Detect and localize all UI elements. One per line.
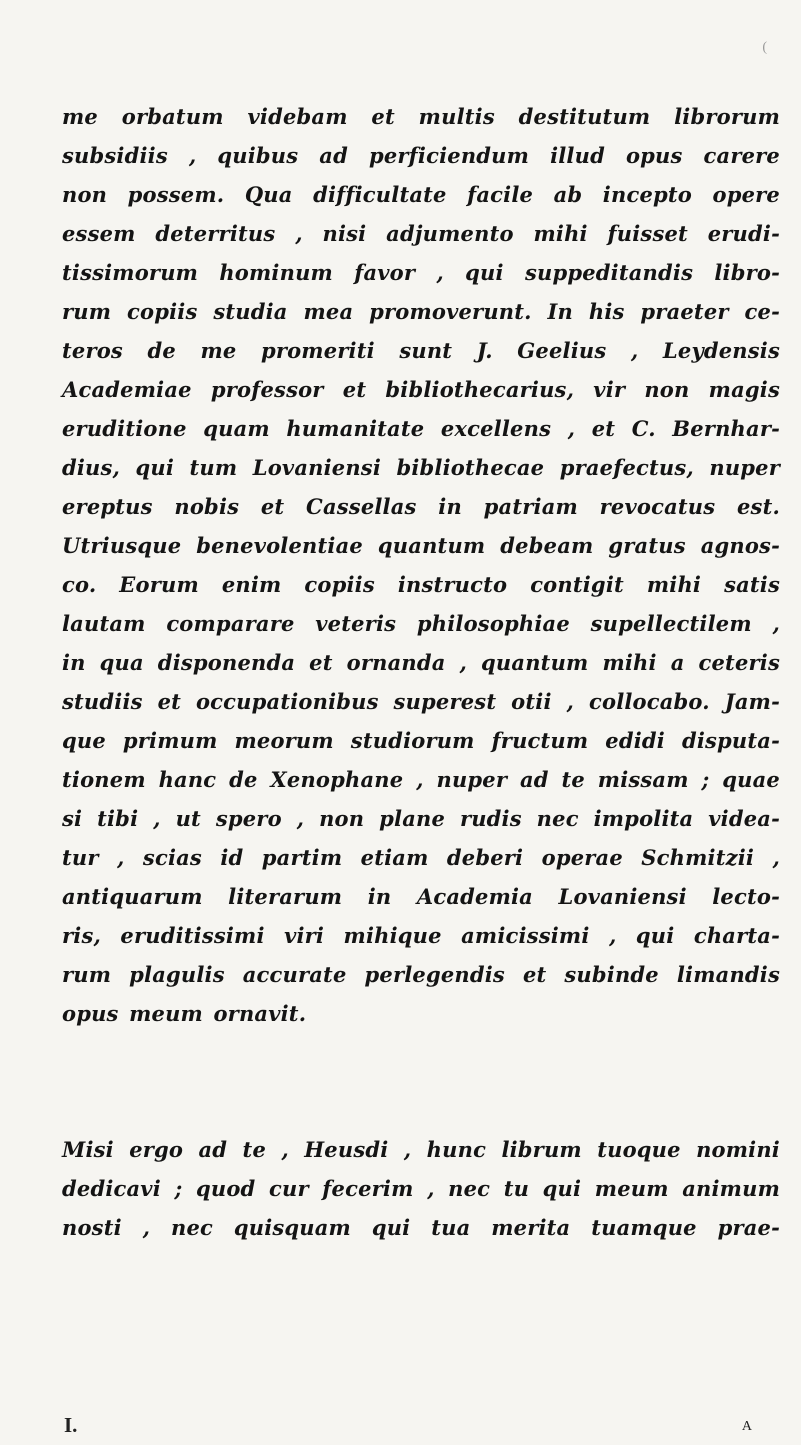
text-line: subsidiis , quibus ad perficiendum illud opus carere bbox=[62, 143, 780, 168]
text-line: teros de me promeriti sunt J. Geelius , Leydensis bbox=[62, 338, 780, 363]
text-line: Utriusque benevolentiae quantum debeam gratus agnos- bbox=[62, 533, 780, 558]
text-line: in qua disponenda et ornanda , quantum mihi a ceteris bbox=[62, 650, 780, 675]
text-line: eruditione quam humanitate excellens , et C. Bernhar- bbox=[62, 416, 780, 441]
text-line: essem deterritus , nisi adjumento mihi fuisset erudi- bbox=[62, 221, 780, 246]
text-line: rum plagulis accurate perlegendis et subinde limandis bbox=[62, 962, 780, 987]
margin-mark: ( bbox=[762, 40, 767, 55]
text-line: Academiae professor et bibliothecarius, vir non magis bbox=[62, 377, 780, 402]
signature-letter: A bbox=[741, 1419, 752, 1434]
paragraph-2 bbox=[62, 1130, 780, 1247]
text-line: nosti , nec quisquam qui tua merita tuamque prae- bbox=[62, 1215, 780, 1240]
text-line: dedicavi ; quod cur fecerim , nec tu qui meum animum bbox=[62, 1176, 780, 1201]
text-line: dius, qui tum Lovaniensi bibliothecae praefectus, nuper bbox=[62, 455, 780, 480]
text-line: co. Eorum enim copiis instructo contigit mihi satis bbox=[62, 572, 780, 597]
signature-number: I. bbox=[64, 1413, 78, 1437]
text-line: si tibi , ut spero , non plane rudis nec impolita videa- bbox=[62, 806, 780, 831]
text-line: tionem hanc de Xenophane , nuper ad te missam ; quae bbox=[62, 767, 780, 792]
text-line: non possem. Qua difficultate facile ab incepto opere bbox=[62, 182, 780, 207]
text-line: que primum meorum studiorum fructum edidi disputa- bbox=[62, 728, 780, 753]
text-line: Misi ergo ad te , Heusdi , hunc librum tuoque nomini bbox=[62, 1137, 780, 1162]
text-line: tur , scias id partim etiam deberi operae Schmitzii , bbox=[62, 845, 780, 870]
text-line: ris, eruditissimi viri mihique amicissimi , qui charta- bbox=[62, 923, 780, 948]
text-line: me orbatum videbam et multis destitutum librorum bbox=[62, 104, 780, 129]
text-line: studiis et occupationibus superest otii , collocabo. Jam- bbox=[62, 689, 780, 714]
text-line: lautam comparare veteris philosophiae supellectilem , bbox=[62, 611, 780, 636]
text-line: rum copiis studia mea promoverunt. In his praeter ce- bbox=[62, 299, 780, 324]
text-line: antiquarum literarum in Academia Lovaniensi lecto- bbox=[62, 884, 780, 909]
text-line: opus meum ornavit. bbox=[62, 1001, 307, 1026]
text-line: tissimorum hominum favor , qui suppeditandis libro- bbox=[62, 260, 780, 285]
text-line: ereptus nobis et Cassellas in patriam revocatus est. bbox=[62, 494, 780, 519]
paragraph-1 bbox=[62, 97, 780, 1033]
page-footer bbox=[62, 1413, 752, 1445]
